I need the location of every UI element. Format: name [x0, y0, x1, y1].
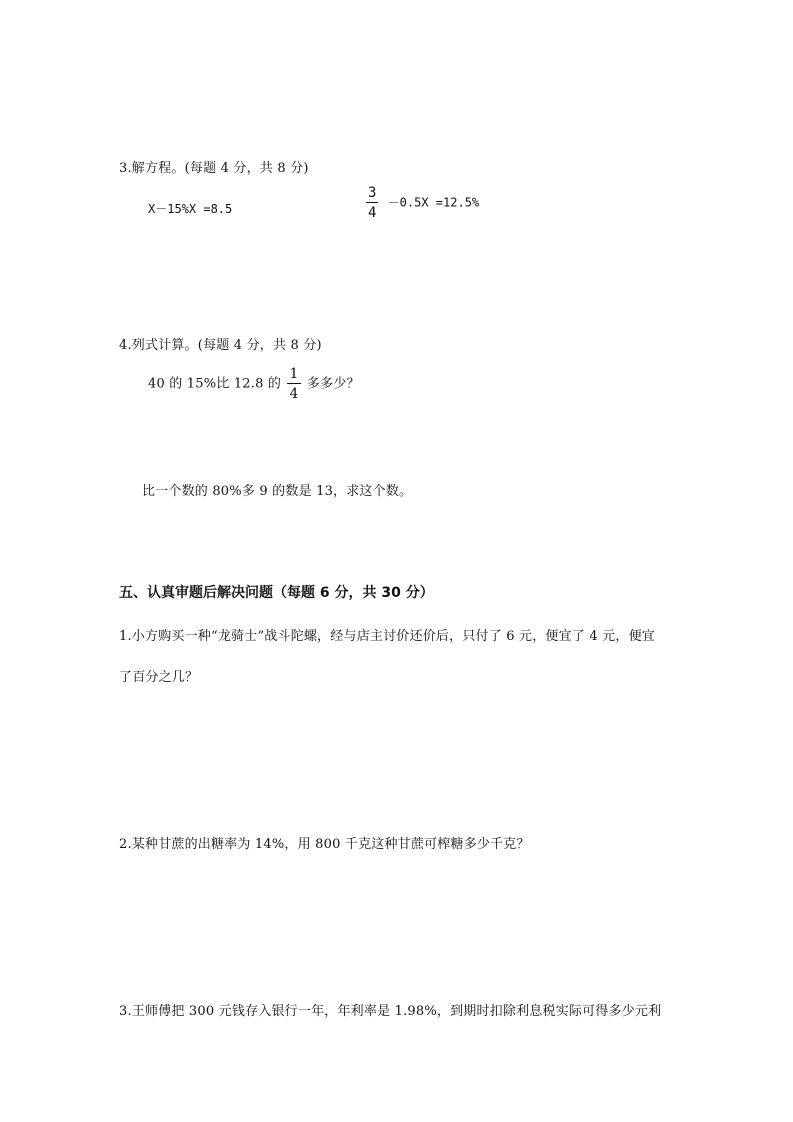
section-5-title: 五、认真审题后解决问题（每题 6 分，共 30 分）: [119, 585, 434, 601]
fraction-denominator: 4: [368, 205, 377, 221]
q4-problem-1: [148, 367, 360, 401]
problem-1-line-1: 1.小方购买一种“龙骑士”战斗陀螺，经与店主讨价还价后，只付了 6 元，便宜了 4 元，便宜: [119, 629, 655, 644]
fraction-one-quarter: [287, 367, 300, 401]
q4-title: 4.列式计算。(每题 4 分，共 8 分): [119, 338, 322, 353]
equation-2: [364, 186, 479, 220]
q4-problem-2: 比一个数的 80%多 9 的数是 13，求这个数。: [142, 484, 413, 499]
fraction-numerator: 1: [289, 366, 299, 382]
q4-problem-1-after: 多多少？: [306, 376, 360, 392]
equation-1: X－15%X =8.5: [148, 202, 233, 216]
problem-3: 3.王师傅把 300 元钱存入银行一年，年利率是 1.98%，到期时扣除利息税实际可得多少元利: [119, 1004, 662, 1019]
problem-1-line-2: 了百分之几？: [119, 670, 199, 685]
problem-2: 2.某种甘蔗的出糖率为 14%，用 800 千克这种甘蔗可榨糖多少千克？: [119, 837, 530, 852]
fraction-three-quarters: [366, 186, 378, 220]
q4-problem-1-before: 40 的 15%比 12.8 的: [148, 376, 282, 392]
q3-title: 3.解方程。(每题 4 分，共 8 分): [119, 161, 309, 176]
fraction-denominator: 4: [289, 386, 299, 402]
equation-2-rest: －0.5X =12.5%: [387, 195, 480, 210]
fraction-numerator: 3: [368, 185, 377, 201]
